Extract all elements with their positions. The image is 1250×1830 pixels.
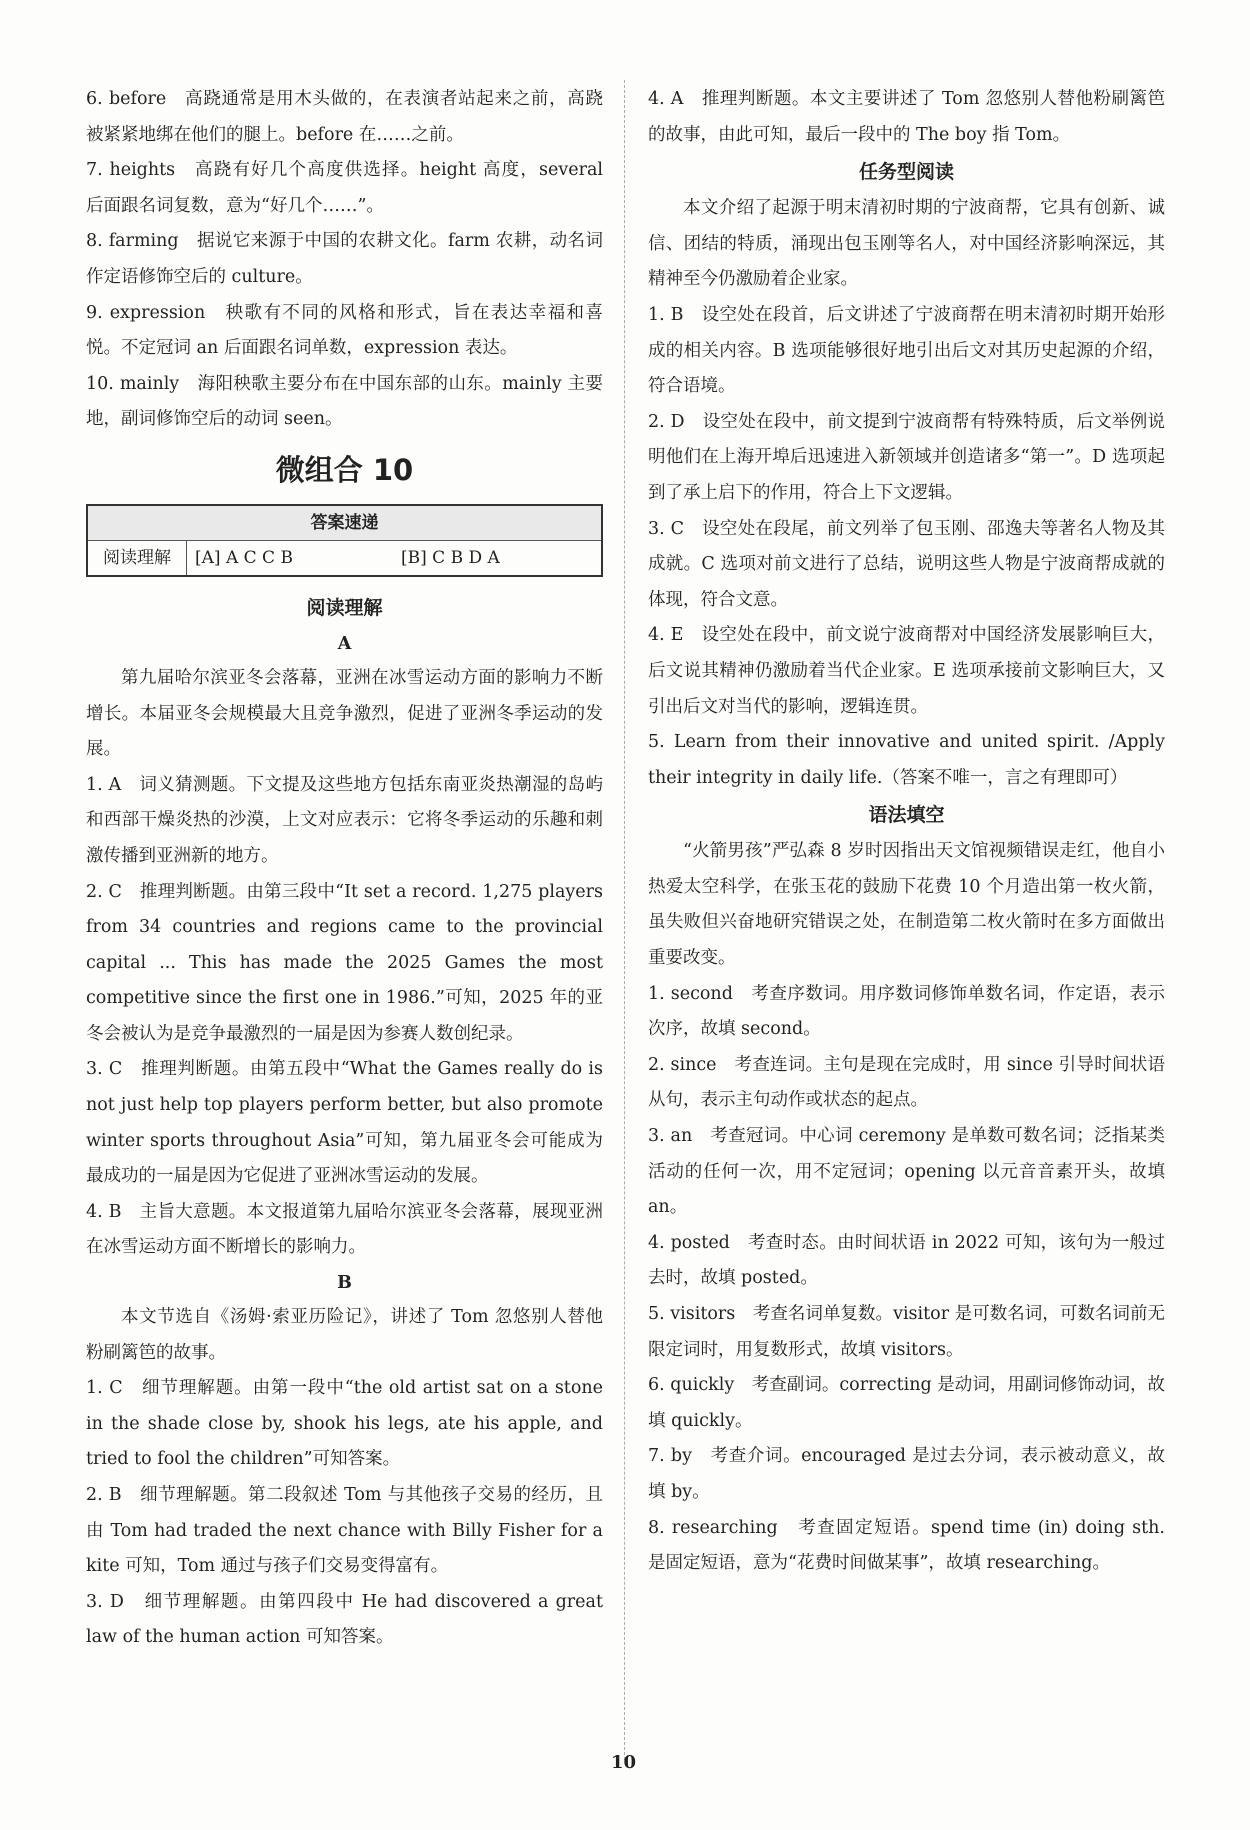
answer-item: 9. expression 秧歌有不同的风格和形式，旨在表达幸福和喜悦。不定冠词 an 后面跟名词单数，expression 表达。 (86, 302, 603, 359)
answer-table-b: [B] C B D A (393, 540, 602, 576)
left-column (86, 82, 603, 1656)
answer-item: 8. researching 考查固定短语。spend time (in) doing sth. 是固定短语，意为“花费时间做某事”，故填 researching。 (648, 1517, 1165, 1574)
answer-item: 8. farming 据说它来源于中国的农耕文化。farm 农耕，动名词作定语修饰空后的 culture。 (86, 231, 603, 287)
section-heading-task-reading: 任务型阅读 (858, 161, 954, 184)
answer-item: 3. C 推理判断题。由第五段中“What the Games really do is not just help top players perform better, but also promote winter sports throughout Asia”可知，第九届亚冬会可能成为最成功的一届是因为它促进了亚洲冰雪运动的发展。 (86, 1059, 603, 1187)
answer-item: 7. heights 高跷有好几个高度供选择。height 高度，several 后面跟名词复数，意为“好几个……”。 (86, 160, 603, 216)
column-divider (624, 80, 625, 1760)
answer-item: 5. Learn from their innovative and united spirit. /Apply their integrity in daily life.（答案不唯一，言之有理即可） (648, 732, 1165, 788)
answer-item: 5. visitors 考查名词单复数。visitor 是可数名词，可数名词前无限定词时，用复数形式，故填 visitors。 (648, 1304, 1165, 1360)
answer-item: 1. B 设空处在段首，后文讲述了宁波商帮在明末清初时期开始形成的相关内容。B 选项能够很好地引出后文对其历史起源的介绍，符合语境。 (648, 304, 1165, 397)
task-intro: 本文介绍了起源于明末清初时期的宁波商帮，它具有创新、诚信、团结的特质，涌现出包玉刚等名人，对中国经济影响深远，其精神至今仍激励着企业家。 (648, 198, 1165, 290)
section-heading-reading: 阅读理解 (306, 596, 383, 619)
answer-item: 4. A 推理判断题。本文主要讲述了 Tom 忽悠别人替他粉刷篱笆的故事，由此可知，最后一段中的 The boy 指 Tom。 (648, 89, 1165, 145)
answer-item: 3. D 细节理解题。由第四段中 He had discovered a great law of the human action 可知答案。 (86, 1591, 603, 1648)
answer-item: 1. second 考查序数词。用序数词修饰单数名词，作定语，表示次序，故填 second。 (648, 983, 1165, 1040)
answer-item: 6. before 高跷通常是用木头做的，在表演者站起来之前，高跷被紧紧地绑在他们的腿上。before 在……之前。 (86, 89, 603, 145)
answer-item: 2. D 设空处在段中，前文提到宁波商帮有特殊特质，后文举例说明他们在上海开埠后迅速进入新领域并创造诸多“第一”。D 选项起到了承上启下的作用，符合上下文逻辑。 (648, 411, 1165, 503)
answer-quick-table (86, 504, 603, 577)
answer-item: 4. E 设空处在段中，前文说宁波商帮对中国经济发展影响巨大，后文说其精神仍激励着当代企业家。E 选项承接前文影响巨大，又引出后文对当代的影响，逻辑连贯。 (648, 625, 1165, 717)
answer-item: 4. posted 考查时态。由时间状语 in 2022 可知，该句为一般过去时，故填 posted。 (648, 1232, 1165, 1289)
answer-item: 3. C 设空处在段尾，前文列举了包玉刚、邵逸夫等著名人物及其成就。C 选项对前文进行了总结，说明这些人物是宁波商帮成就的体现，符合文意。 (648, 518, 1165, 610)
answer-item: 2. B 细节理解题。第二段叙述 Tom 与其他孩子交易的经历，且由 Tom had traded the next chance with Billy Fisher for a kite 可知，Tom 通过与孩子们交易变得富有。 (86, 1485, 603, 1577)
part-a-label: A (337, 633, 352, 654)
answer-item: 1. A 词义猜测题。下文提及这些地方包括东南亚炎热潮湿的岛屿和西部干燥炎热的沙漠，上文对应表示：它将冬季运动的乐趣和刺激传播到亚洲新的地方。 (86, 774, 603, 866)
right-column (648, 82, 1165, 1582)
answer-item: 2. C 推理判断题。由第三段中“It set a record. 1,275 players from 34 countries and regions came to the provincial capital ... This has made the 2025 Games the most competitive since the first one in 1986.”可知，2025 年的亚冬会被认为是竞争最激烈的一届是因为参赛人数创纪录。 (86, 881, 603, 1044)
answer-table-header: 答案速递 (87, 505, 602, 541)
section-heading-grammar: 语法填空 (868, 804, 945, 827)
answer-table-a: [A] A C C B (187, 540, 394, 576)
group-title: 微组合 10 (275, 452, 414, 487)
answer-item: 7. by 考查介词。encouraged 是过去分词，表示被动意义，故填 by。 (648, 1446, 1165, 1502)
answer-table-label: 阅读理解 (87, 540, 187, 576)
part-b-intro: 本文节选自《汤姆·索亚历险记》，讲述了 Tom 忽悠别人替他粉刷篱笆的故事。 (86, 1307, 603, 1363)
answer-item: 6. quickly 考查副词。correcting 是动词，用副词修饰动词，故填 quickly。 (648, 1375, 1165, 1431)
answer-item: 10. mainly 海阳秧歌主要分布在中国东部的山东。mainly 主要地，副词修饰空后的动词 seen。 (86, 373, 603, 430)
answer-item: 1. C 细节理解题。由第一段中“the old artist sat on a stone in the shade close by, shook his legs, ate his apple, and tried to fool the children”可知答案。 (86, 1378, 603, 1470)
part-a-intro: 第九届哈尔滨亚冬会落幕，亚洲在冰雪运动方面的影响力不断增长。本届亚冬会规模最大且竞争激烈，促进了亚洲冬季运动的发展。 (86, 667, 603, 760)
part-b-label: B (337, 1273, 352, 1294)
page-number: 10 (611, 1752, 637, 1773)
answer-item: 3. an 考查冠词。中心词 ceremony 是单数可数名词；泛指某类活动的任何一次，用不定冠词；opening 以元音音素开头，故填 an。 (648, 1126, 1165, 1218)
answer-item: 4. B 主旨大意题。本文报道第九届哈尔滨亚冬会落幕，展现亚洲在冰雪运动方面不断增长的影响力。 (86, 1201, 603, 1258)
answer-item: 2. since 考查连词。主句是现在完成时，用 since 引导时间状语从句，表示主句动作或状态的起点。 (648, 1054, 1165, 1111)
grammar-intro: “火箭男孩”严弘森 8 岁时因指出天文馆视频错误走红，他自小热爱太空科学，在张玉花的鼓励下花费 10 个月造出第一枚火箭，虽失败但兴奋地研究错误之处，在制造第二枚火箭时在多方面做出重要改变。 (648, 841, 1165, 969)
